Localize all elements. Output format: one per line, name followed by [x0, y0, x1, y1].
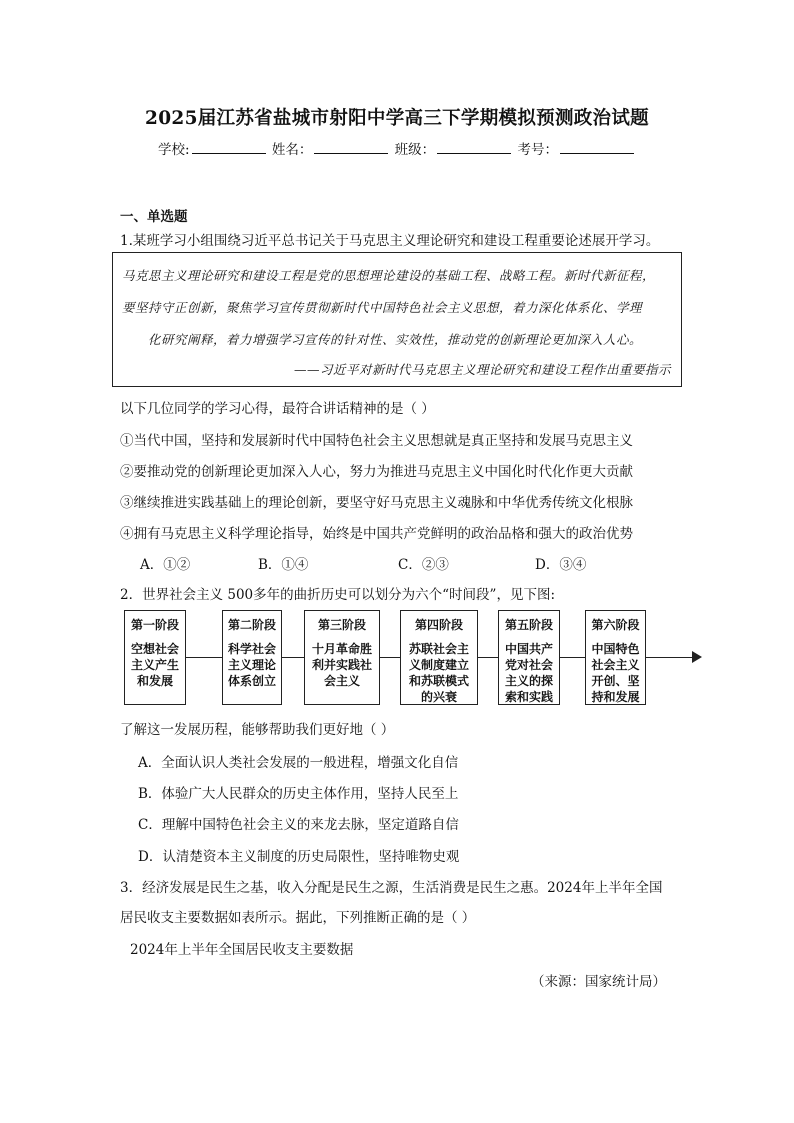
stage-3	[304, 610, 380, 705]
q2-question: 了解这一发展历程，能够帮助我们更好地（ ）	[120, 722, 395, 738]
stage-5-body: 中国共产 党对社会 主义的探 索和实践	[504, 642, 553, 704]
school-blank[interactable]	[192, 141, 266, 154]
q1-option-b[interactable]: B．①④	[258, 557, 309, 573]
name-blank[interactable]	[314, 141, 388, 154]
stage-1-body: 空想社会 主义产生 和发展	[130, 642, 179, 688]
quote-line-1: 马克思主义理论研究和建设工程是党的思想理论建设的基础工程、战略工程。新时代新征程，	[122, 268, 656, 283]
stage-2-body: 科学社会 主义理论 体系创立	[227, 642, 276, 688]
name-label: 姓名：	[271, 142, 313, 158]
school-label: 学校:	[158, 142, 190, 158]
stage-3-head: 第三阶段	[317, 618, 366, 632]
q1-option-d[interactable]: D．③④	[535, 557, 587, 573]
connector-1-2	[186, 657, 222, 658]
q3-stem-line-1: 3．经济发展是民生之基，收入分配是民生之源，生活消费是民生之惠。2024年上半年全国	[120, 880, 663, 896]
q2-option-d[interactable]: D．认清楚资本主义制度的历史局限性，坚持唯物史观	[138, 849, 460, 865]
connector-3-4	[380, 657, 400, 658]
stage-4-head: 第四阶段	[414, 618, 463, 632]
stage-5	[498, 610, 560, 705]
q1-option-c[interactable]: C．②③	[398, 557, 449, 573]
connector-6-arrow	[646, 657, 694, 658]
q1-item-1: ①当代中国，坚持和发展新时代中国特色社会主义思想就是真正坚持和发展马克思主义	[120, 433, 633, 449]
stage-3-body: 十月革命胜 利并实践社 会主义	[311, 642, 372, 688]
student-info-line	[0, 138, 794, 158]
q2-option-a[interactable]: A．全面认识人类社会发展的一般进程，增强文化自信	[138, 755, 459, 771]
stage-4	[400, 610, 478, 705]
stage-5-head: 第五阶段	[504, 618, 553, 632]
q2-option-b[interactable]: B．体验广大人民群众的历史主体作用，坚持人民至上	[138, 786, 459, 802]
q1-item-4: ④拥有马克思主义科学理论指导，始终是中国共产党鲜明的政治品格和强大的政治优势	[120, 526, 633, 542]
q2-stem: 2．世界社会主义 500多年的曲折历史可以划分为六个“时间段”，见下图:	[120, 587, 555, 603]
q1-question: 以下几位同学的学习心得，最符合讲话精神的是（ ）	[120, 401, 435, 417]
exam-no-blank[interactable]	[560, 141, 634, 154]
connector-4-5	[478, 657, 498, 658]
exam-no-label: 考号：	[517, 142, 558, 158]
connector-2-3	[282, 657, 304, 658]
stage-1	[124, 610, 186, 705]
stage-1-head: 第一阶段	[130, 618, 179, 632]
quote-line-3: 化研究阐释，着力增强学习宣传的针对性、实效性，推动党的创新理论更加深入人心。	[148, 332, 643, 347]
quote-line-2: 要坚持守正创新，聚焦学习宣传贯彻新时代中国特色社会主义思想，着力深化体系化、学理	[122, 300, 643, 315]
q2-option-c[interactable]: C．理解中国特色社会主义的来龙去脉，坚定道路自信	[138, 817, 459, 833]
stage-2	[222, 610, 282, 705]
stage-4-body: 苏联社会主 义制度建立 和苏联模式 的兴衰	[408, 642, 469, 704]
q1-stem: 1.某班学习小组围绕习近平总书记关于马克思主义理论研究和建设工程重要论述展开学习。	[120, 233, 660, 249]
timeline-arrow-icon	[692, 651, 702, 663]
stage-2-head: 第二阶段	[227, 618, 276, 632]
quote-attribution: ——习近平对新时代马克思主义理论研究和建设工程作出重要指示	[293, 362, 671, 377]
connector-5-6	[560, 657, 585, 658]
q1-item-2: ②要推动党的创新理论更加深入人心，努力为推进马克思主义中国化时代化作更大贡献	[120, 464, 633, 480]
class-blank[interactable]	[437, 141, 511, 154]
q3-table-title: 2024年上半年全国居民收支主要数据	[130, 942, 354, 958]
class-label: 班级：	[394, 142, 436, 158]
q1-option-a[interactable]: A．①②	[140, 557, 191, 573]
stage-6-head: 第六阶段	[591, 618, 640, 632]
stage-6-body: 中国特色 社会主义 开创、坚 持和发展	[591, 642, 640, 704]
q1-item-3: ③继续推进实践基础上的理论创新，要坚守好马克思主义魂脉和中华优秀传统文化根脉	[120, 495, 633, 511]
page-title: 2025届江苏省盐城市射阳中学高三下学期模拟预测政治试题	[145, 108, 649, 129]
q3-stem-line-2: 居民收支主要数据如表所示。据此，下列推断正确的是（ ）	[120, 910, 476, 926]
q3-source: （来源：国家统计局）	[531, 974, 666, 990]
section-title: 一、单选题	[120, 209, 188, 225]
stage-6	[585, 610, 646, 705]
q1-quote-box	[112, 252, 682, 387]
